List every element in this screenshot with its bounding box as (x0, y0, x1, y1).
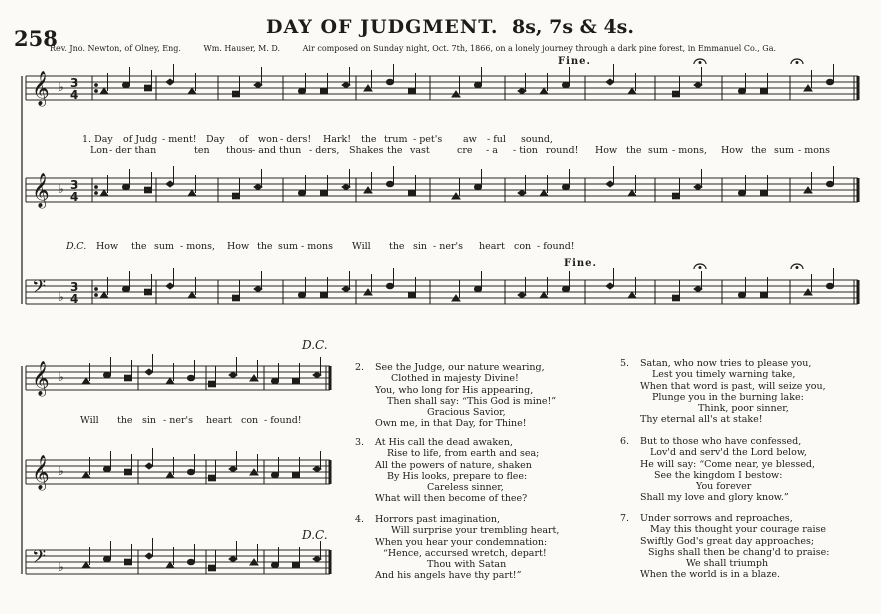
lyric-syllable: - pet's (413, 134, 443, 145)
verse-line: Shall my love and glory know.” (640, 492, 789, 504)
lyric-syllable: sum (154, 241, 175, 252)
note-head (271, 472, 278, 478)
lyric-syllable: trum (384, 134, 408, 145)
lyric-syllable: - mons (301, 241, 333, 252)
lyric-dc-marker: D.C. (66, 241, 87, 252)
verse-line: Clothed in majesty Divine! (391, 373, 519, 385)
verse-number: 7. (620, 513, 630, 524)
note-head (738, 190, 745, 196)
note-head (628, 190, 636, 196)
verse-line: Lest you timely warning take, (652, 369, 796, 381)
note-head (321, 190, 328, 196)
lyric-syllable: How (96, 241, 119, 252)
note-head (233, 91, 240, 97)
note-head (254, 286, 262, 292)
lyric-syllable: sin (413, 241, 428, 252)
note-head (826, 283, 833, 289)
note-head (82, 562, 90, 568)
note-head (209, 565, 216, 571)
note-head (606, 79, 614, 85)
note-head (166, 181, 174, 187)
verse-line: Under sorrows and reproaches, (640, 513, 793, 524)
note-head (313, 372, 321, 378)
note-head (342, 286, 350, 292)
verse-line: Thy eternal all's at stake! (640, 414, 763, 426)
lyric-syllable: Day (206, 134, 225, 145)
page-number: 258 (14, 26, 58, 51)
note-head (122, 184, 129, 190)
time-signature: 3 (70, 280, 79, 294)
verse-line: Sighs shall then be chang'd to praise: (648, 546, 830, 558)
verse-line: Lov'd and serv'd the Lord below, (650, 447, 807, 459)
lyric-syllable: the (751, 145, 767, 156)
note-head (229, 556, 237, 562)
treble-clef-icon: 𝄞 (32, 71, 50, 106)
note-head (166, 472, 174, 478)
lyric-syllable: Lon (90, 145, 109, 156)
verse-line: Think, poor sinner, (698, 403, 789, 415)
verse-line: But to those who have confessed, (640, 436, 802, 447)
note-head (321, 292, 328, 298)
verse-line: He will say: “Come near, ye blessed, (640, 458, 815, 470)
repeat-dot (95, 84, 98, 87)
note-head (233, 193, 240, 199)
verse-line: Plunge you in the burning lake: (652, 391, 804, 403)
credit-music: Wm. Hauser, M. D. (203, 44, 281, 53)
lyric-syllable: - a (486, 145, 498, 156)
lyric-syllable: - mons, (672, 145, 707, 156)
lyric-syllable: Hark! (323, 134, 352, 145)
note-head (540, 190, 548, 196)
note-head (518, 190, 526, 196)
note-head (386, 283, 393, 289)
bass-clef-icon: 𝄢 (32, 547, 47, 572)
note-head (761, 190, 768, 196)
verse-number: 2. (355, 362, 365, 373)
note-head (82, 378, 90, 384)
note-head (209, 475, 216, 481)
note-head (229, 372, 237, 378)
note-head (298, 292, 305, 298)
repeat-dot (95, 192, 98, 195)
verse-line: All the powers of nature, shaken (375, 459, 532, 471)
lyric-syllable: - ders! (280, 134, 312, 145)
fermata-icon (796, 267, 798, 269)
verse-line: Satan, who now tries to please you, (640, 358, 812, 369)
treble-clef-icon: 𝄞 (32, 361, 50, 396)
lyric-syllable: of (239, 134, 249, 145)
lyric-syllable: heart (206, 415, 232, 426)
lyric-syllable: Will (352, 241, 371, 252)
note-head (474, 184, 481, 190)
note-head (271, 378, 278, 384)
lyric-syllable: How (227, 241, 250, 252)
lyric-syllable: ten (194, 145, 210, 156)
verse-line: When the world is in a blaze. (640, 569, 780, 581)
lyric-syllable: Shakes (349, 145, 384, 156)
note-head (125, 559, 132, 565)
verse-line: What will then become of thee? (375, 493, 528, 505)
note-head (826, 181, 833, 187)
note-head (187, 469, 194, 475)
note-head (540, 292, 548, 298)
lyric-syllable: sum (278, 241, 299, 252)
note-head (694, 184, 702, 190)
lyric-syllable: - found! (537, 241, 575, 252)
verse-number: 4. (355, 514, 365, 525)
verse-number: 5. (620, 358, 630, 369)
note-head (562, 184, 569, 190)
note-head (100, 88, 108, 94)
note-head (518, 88, 526, 94)
time-signature: 4 (70, 190, 79, 204)
note-head (103, 466, 110, 472)
fine-marking-treble: Fine. (558, 56, 592, 67)
verse-line: You, who long for His appearing, (375, 384, 534, 396)
note-head (606, 181, 614, 187)
lyric-syllable: - mons (798, 145, 830, 156)
note-head (125, 375, 132, 381)
note-head (761, 88, 768, 94)
note-head (103, 556, 110, 562)
repeat-dot (95, 186, 98, 189)
lyric-syllable: the (117, 415, 133, 426)
note-head (386, 79, 393, 85)
lyric-syllable: the (387, 145, 403, 156)
note-head (562, 286, 569, 292)
note-head (540, 88, 548, 94)
verse-number: 3. (355, 437, 365, 448)
dc-marking-top: D.C. (302, 338, 328, 352)
time-signature: 4 (70, 292, 79, 306)
note-head (474, 82, 481, 88)
fermata-icon (699, 62, 701, 64)
verse-line: Rise to life, from earth and sea; (387, 448, 540, 460)
note-head (409, 190, 416, 196)
verse-number: 6. (620, 436, 630, 447)
note-head (145, 369, 153, 375)
lyric-syllable: sound, (521, 134, 553, 145)
note-head (673, 193, 680, 199)
verse-line: Horrors past imagination, (375, 514, 501, 525)
lyric-syllable: the (626, 145, 642, 156)
note-head (321, 88, 328, 94)
lyric-syllable: - ment! (162, 134, 197, 145)
note-head (145, 85, 152, 91)
note-head (254, 82, 262, 88)
bass-clef-icon: 𝄢 (32, 277, 47, 302)
lyric-syllable: - mons, (180, 241, 215, 252)
note-head (233, 295, 240, 301)
note-head (187, 559, 194, 565)
treble-clef-icon: 𝄞 (32, 173, 50, 208)
lyric-syllable: - ders, (309, 145, 340, 156)
lyric-syllable: the (361, 134, 377, 145)
note-head (100, 292, 108, 298)
verse-line: When you hear your condemnation: (375, 536, 548, 548)
note-head (694, 286, 702, 292)
flat-sign-icon: ♭ (58, 80, 64, 94)
lyric-syllable: - and thun (252, 145, 302, 156)
note-head (271, 562, 278, 568)
verse-line: When that word is past, will seize you, (640, 380, 826, 392)
note-head (761, 292, 768, 298)
lyric-syllable: round! (546, 145, 579, 156)
flat-sign-icon: ♭ (58, 370, 64, 384)
verse-line: Then shall say: “This God is mine!” (387, 395, 557, 407)
note-head (103, 372, 110, 378)
note-head (254, 184, 262, 190)
lyric-syllable: Will (80, 415, 99, 426)
note-head (293, 562, 300, 568)
note-head (166, 79, 174, 85)
note-head (606, 283, 614, 289)
note-head (188, 190, 196, 196)
lyric-syllable: cre (457, 145, 473, 156)
note-head (313, 556, 321, 562)
lyric-syllable: - tion (513, 145, 538, 156)
note-head (409, 88, 416, 94)
flat-sign-icon: ♭ (58, 464, 64, 478)
note-head (474, 286, 481, 292)
lyric-syllable: con (514, 241, 532, 252)
verse-line: You forever (696, 481, 752, 493)
note-head (342, 82, 350, 88)
note-head (673, 91, 680, 97)
lyric-syllable: 1. Day (82, 134, 113, 145)
lyric-syllable: the (389, 241, 405, 252)
lyric-syllable: - der than (109, 145, 157, 156)
note-head (209, 381, 216, 387)
note-head (145, 463, 153, 469)
note-head (298, 88, 305, 94)
repeat-dot (95, 288, 98, 291)
lyric-syllable: aw (463, 134, 477, 145)
note-head (293, 378, 300, 384)
fermata-icon (796, 62, 798, 64)
dc-marking-bottom: D.C. (302, 528, 328, 542)
flat-sign-icon: ♭ (58, 182, 64, 196)
lyric-syllable: of Judg (123, 134, 158, 145)
verse-line: By His looks, prepare to flee: (387, 470, 528, 482)
lyric-syllable: sum (648, 145, 669, 156)
verse-line: “Hence, accursed wretch, depart! (383, 547, 547, 559)
lyric-syllable: sin (142, 415, 157, 426)
lyric-syllable: vast (410, 145, 430, 156)
lyric-syllable: - ner's (163, 415, 193, 426)
verse-line: Will surprise your trembling heart, (391, 525, 560, 537)
note-head (386, 181, 393, 187)
note-head (628, 292, 636, 298)
lyric-syllable: heart (479, 241, 505, 252)
hymn-title: DAY OF JUDGMENT. (266, 16, 499, 38)
verse-line: Careless sinner, (427, 482, 504, 494)
note-head (738, 292, 745, 298)
lyric-syllable: the (131, 241, 147, 252)
lyric-syllable: sum (774, 145, 795, 156)
repeat-dot (95, 294, 98, 297)
time-signature: 4 (70, 88, 79, 102)
lyric-syllable: How (721, 145, 744, 156)
treble-clef-icon: 𝄞 (32, 455, 50, 490)
lyric-syllable: How (595, 145, 618, 156)
note-head (738, 88, 745, 94)
note-head (298, 190, 305, 196)
time-signature: 3 (70, 178, 79, 192)
credit-words: Rev. Jno. Newton, of Olney, Eng. (50, 44, 181, 53)
lyric-syllable: - ner's (433, 241, 463, 252)
note-head (293, 472, 300, 478)
note-head (673, 295, 680, 301)
note-head (100, 190, 108, 196)
verse-line: Swiftly God's great day approaches; (640, 535, 815, 547)
note-head (313, 466, 321, 472)
lyric-syllable: - ful (487, 134, 506, 145)
note-head (145, 553, 153, 559)
note-head (82, 472, 90, 478)
note-head (145, 187, 152, 193)
note-head (122, 82, 129, 88)
fine-marking-bass: Fine. (564, 258, 598, 269)
note-head (229, 466, 237, 472)
note-head (188, 88, 196, 94)
verse-line: And his angels have thy part!” (375, 570, 522, 582)
repeat-dot (95, 90, 98, 93)
note-head (409, 292, 416, 298)
lyric-syllable: con (241, 415, 259, 426)
note-head (562, 82, 569, 88)
note-head (122, 286, 129, 292)
note-head (166, 562, 174, 568)
time-signature: 3 (70, 76, 79, 90)
verse-line: May this thought your courage raise (650, 524, 827, 536)
note-head (187, 375, 194, 381)
fermata-icon (699, 267, 701, 269)
lyric-syllable: thous (226, 145, 253, 156)
lyric-syllable: won (258, 134, 278, 145)
hymn-meter: 8s, 7s & 4s. (512, 16, 634, 38)
clefs-and-signatures (32, 71, 78, 574)
note-head (145, 289, 152, 295)
note-head (125, 469, 132, 475)
verse-line: See the Judge, our nature wearing, (375, 362, 545, 373)
verse-line: Gracious Savior, (427, 407, 506, 419)
note-head (188, 292, 196, 298)
note-head (826, 79, 833, 85)
flat-sign-icon: ♭ (58, 290, 64, 304)
verse-line: Thou with Satan (427, 559, 507, 571)
note-head (342, 184, 350, 190)
lyric-syllable: the (257, 241, 273, 252)
note-head (628, 88, 636, 94)
lyric-syllable: - found! (264, 415, 302, 426)
flat-sign-icon: ♭ (58, 560, 64, 574)
verse-line: We shall triumph (686, 558, 769, 570)
verse-line: See the kingdom I bestow: (654, 469, 783, 481)
note-head (694, 82, 702, 88)
verse-line: At His call the dead awaken, (375, 437, 513, 448)
note-head (166, 283, 174, 289)
credit-note: Air composed on Sunday night, Oct. 7th, 1866, on a lonely journey through a dark pine forest, in Emmanuel Co., Ga. (302, 44, 777, 53)
note-head (166, 378, 174, 384)
note-head (518, 292, 526, 298)
verse-line: Own me, in that Day, for Thine! (375, 418, 527, 430)
